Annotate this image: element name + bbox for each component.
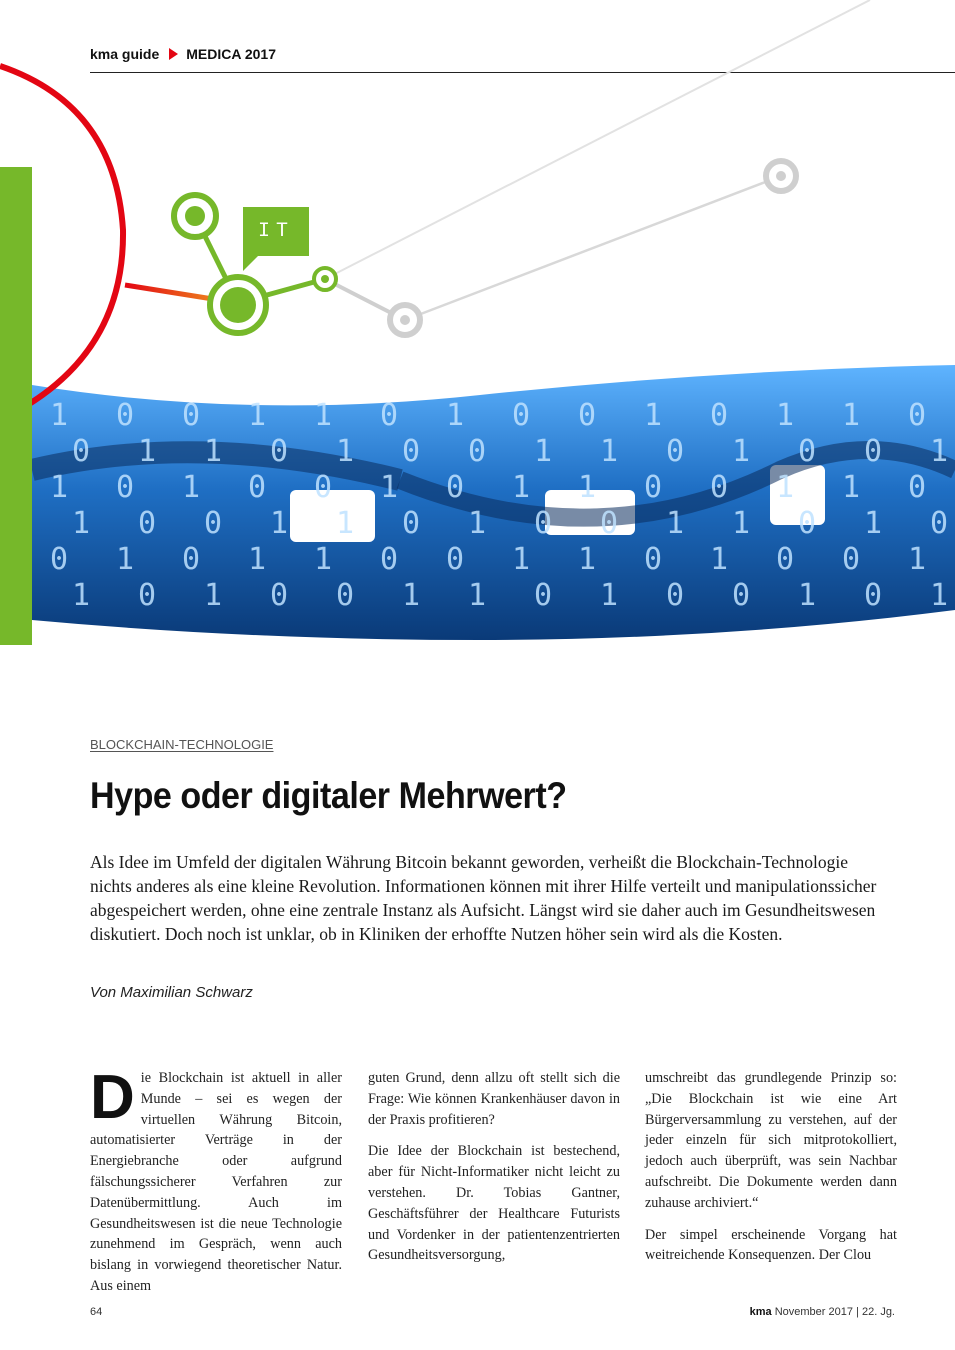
binary-digit: 1 xyxy=(50,398,69,433)
binary-digit: 1 xyxy=(666,506,685,541)
footer-issue-date: November 2017 xyxy=(774,1306,853,1318)
header-guide: kma guide xyxy=(90,46,160,62)
binary-digit: 0 xyxy=(380,398,399,433)
network-line xyxy=(405,176,781,320)
binary-digit: 1 xyxy=(204,578,223,613)
binary-digit: 0 xyxy=(798,434,817,469)
blockchain-chain-image xyxy=(32,365,955,640)
drop-cap: D xyxy=(90,1063,135,1132)
binary-digit: 0 xyxy=(534,578,553,613)
body-paragraph: guten Grund, denn allzu oft stellt sich die Frage: Wie können Krankenhäuser davon in der Praxis profitieren? xyxy=(368,1070,620,1128)
binary-digit: 0 xyxy=(666,578,685,613)
page-number: 64 xyxy=(90,1306,103,1318)
binary-digit: 1 xyxy=(138,434,157,469)
binary-digit: 1 xyxy=(534,434,553,469)
binary-digit: 1 xyxy=(468,578,487,613)
binary-digit: 0 xyxy=(402,434,421,469)
binary-digit: 0 xyxy=(666,434,685,469)
binary-digit: 1 xyxy=(864,506,883,541)
binary-digit: 0 xyxy=(930,506,949,541)
body-paragraph: Der simpel erscheinende Vorgang hat weitreichende Konsequenzen. Der Clou xyxy=(645,1226,897,1264)
binary-digit: 1 xyxy=(512,470,531,505)
binary-digit: 1 xyxy=(72,506,91,541)
binary-digit: 1 xyxy=(248,398,267,433)
binary-digit: 1 xyxy=(842,398,861,433)
article-byline: Von Maximilian Schwarz xyxy=(90,984,253,1001)
binary-digit: 1 xyxy=(600,434,619,469)
binary-digit: 0 xyxy=(446,542,465,577)
binary-digit: 0 xyxy=(138,578,157,613)
body-column-3 xyxy=(645,1068,897,1277)
binary-digit: 0 xyxy=(644,542,663,577)
binary-digit: 0 xyxy=(380,542,399,577)
footer-volume: 22. Jg. xyxy=(861,1306,895,1318)
binary-digit: 0 xyxy=(314,470,333,505)
binary-digit: 1 xyxy=(512,542,531,577)
binary-digit: 1 xyxy=(798,578,817,613)
binary-digit: 0 xyxy=(512,398,531,433)
body-paragraph: umschreibt das grundlegende Prinzip so: „Die Blockchain ist wie eine Art Bürgerversammlung zu verstehen, auf der jeder einzeln für sich mitprotokolliert, jedoch auch überprüft, was sein Nachbar aufschreibt. Die Dokumente werden dann zuhause archiviert.“ xyxy=(645,1070,897,1211)
binary-digit: 0 xyxy=(50,542,69,577)
body-column-2 xyxy=(368,1068,620,1277)
binary-digit: 1 xyxy=(732,506,751,541)
binary-digit: 0 xyxy=(248,470,267,505)
binary-digit: 0 xyxy=(468,434,487,469)
binary-digit: 1 xyxy=(50,470,69,505)
binary-digit: 1 xyxy=(314,542,333,577)
binary-digit: 1 xyxy=(336,434,355,469)
binary-digit: 0 xyxy=(600,506,619,541)
binary-digit: 0 xyxy=(204,506,223,541)
binary-digit: 1 xyxy=(842,470,861,505)
binary-digit: 0 xyxy=(644,470,663,505)
binary-digit: 1 xyxy=(182,470,201,505)
binary-digit: 0 xyxy=(842,542,861,577)
binary-digit: 0 xyxy=(864,434,883,469)
binary-digit: 0 xyxy=(270,578,289,613)
binary-digit: 1 xyxy=(732,434,751,469)
binary-digit: 0 xyxy=(446,470,465,505)
binary-digit: 0 xyxy=(72,434,91,469)
section-tag-pointer xyxy=(243,255,259,271)
binary-digit: 1 xyxy=(644,398,663,433)
body-paragraph: Die Idee der Blockchain ist bestechend, aber für Nicht-Informatiker nicht leicht zu verstehen. Dr. Tobias Gantner, Geschäftsführer der Healthcare Futurists und Vordenker in der patientenzentrierten Gesundheitsversorgung, xyxy=(368,1143,620,1264)
binary-digit: 1 xyxy=(578,470,597,505)
binary-digit: 0 xyxy=(776,542,795,577)
body-column-1 xyxy=(90,1063,342,1308)
binary-digit: 0 xyxy=(336,578,355,613)
binary-digit: 0 xyxy=(182,542,201,577)
binary-digit: 1 xyxy=(314,398,333,433)
binary-digit: 0 xyxy=(138,506,157,541)
binary-digit: 1 xyxy=(908,542,927,577)
binary-digit: 0 xyxy=(182,398,201,433)
binary-digit: 0 xyxy=(710,470,729,505)
binary-digit: 1 xyxy=(270,506,289,541)
binary-digit: 1 xyxy=(930,578,949,613)
binary-digit: 1 xyxy=(402,578,421,613)
article-kicker: BLOCKCHAIN-TECHNOLOGIE xyxy=(90,737,274,752)
binary-digit: 0 xyxy=(908,470,927,505)
section-color-bar xyxy=(0,167,32,645)
binary-digit: 1 xyxy=(930,434,949,469)
binary-digit: 1 xyxy=(204,434,223,469)
binary-digit: 0 xyxy=(270,434,289,469)
footer-separator: | xyxy=(856,1306,859,1318)
binary-digit: 1 xyxy=(710,542,729,577)
binary-digit: 0 xyxy=(116,398,135,433)
binary-digit: 1 xyxy=(248,542,267,577)
network-line xyxy=(325,0,870,279)
binary-digit: 1 xyxy=(380,470,399,505)
binary-digit: 1 xyxy=(468,506,487,541)
binary-digit: 0 xyxy=(864,578,883,613)
binary-digit: 0 xyxy=(116,470,135,505)
binary-digit: 0 xyxy=(798,506,817,541)
binary-digit: 1 xyxy=(776,398,795,433)
binary-digit: 0 xyxy=(578,398,597,433)
binary-digit: 0 xyxy=(402,506,421,541)
binary-digit: 1 xyxy=(776,470,795,505)
section-tag: IT xyxy=(243,207,309,256)
binary-digit: 1 xyxy=(600,578,619,613)
article-lead: Als Idee im Umfeld der digitalen Währung Bitcoin bekannt geworden, verheißt die Blockchain-Technologie nichts anderes als eine kleine Revolution. Informationen können mit ihrer Hilfe verteilt und manipulationssicher abgespeichert werden, ohne eine zentrale Instanz als Aufsicht. Längst wird sie daher auch im Gesundheitswesen diskutiert. Doch noch ist unklar, ob in Kliniken der erhoffte Nutzen höher sein wird als die Kosten. xyxy=(90,852,877,944)
binary-digit: 1 xyxy=(578,542,597,577)
binary-digit: 1 xyxy=(72,578,91,613)
footer-brand: kma xyxy=(749,1306,772,1318)
header-event: MEDICA 2017 xyxy=(186,46,276,62)
binary-digit: 1 xyxy=(336,506,355,541)
body-text: ie Blockchain ist aktuell in aller Munde – sei es wegen der virtuellen Währung Bitcoin, automatisierter Verträge in der Energiebranche oder aufgrund fälschungssicherer Verfahren zur Datenübermittlung. Auch im Gesundheitswesen ist die neue Technologie zunehmend im Gespräch, wenn auch bislang in vorwiegend theoretischer Natur. Aus einem xyxy=(90,1070,342,1294)
binary-digit: 1 xyxy=(116,542,135,577)
footer-issue xyxy=(750,1306,895,1318)
binary-digit: 0 xyxy=(732,578,751,613)
article-headline: Hype oder digitaler Mehrwert? xyxy=(90,775,567,816)
binary-digit: 0 xyxy=(534,506,553,541)
binary-digit: 0 xyxy=(710,398,729,433)
binary-digit: 0 xyxy=(908,398,927,433)
binary-digit: 1 xyxy=(446,398,465,433)
